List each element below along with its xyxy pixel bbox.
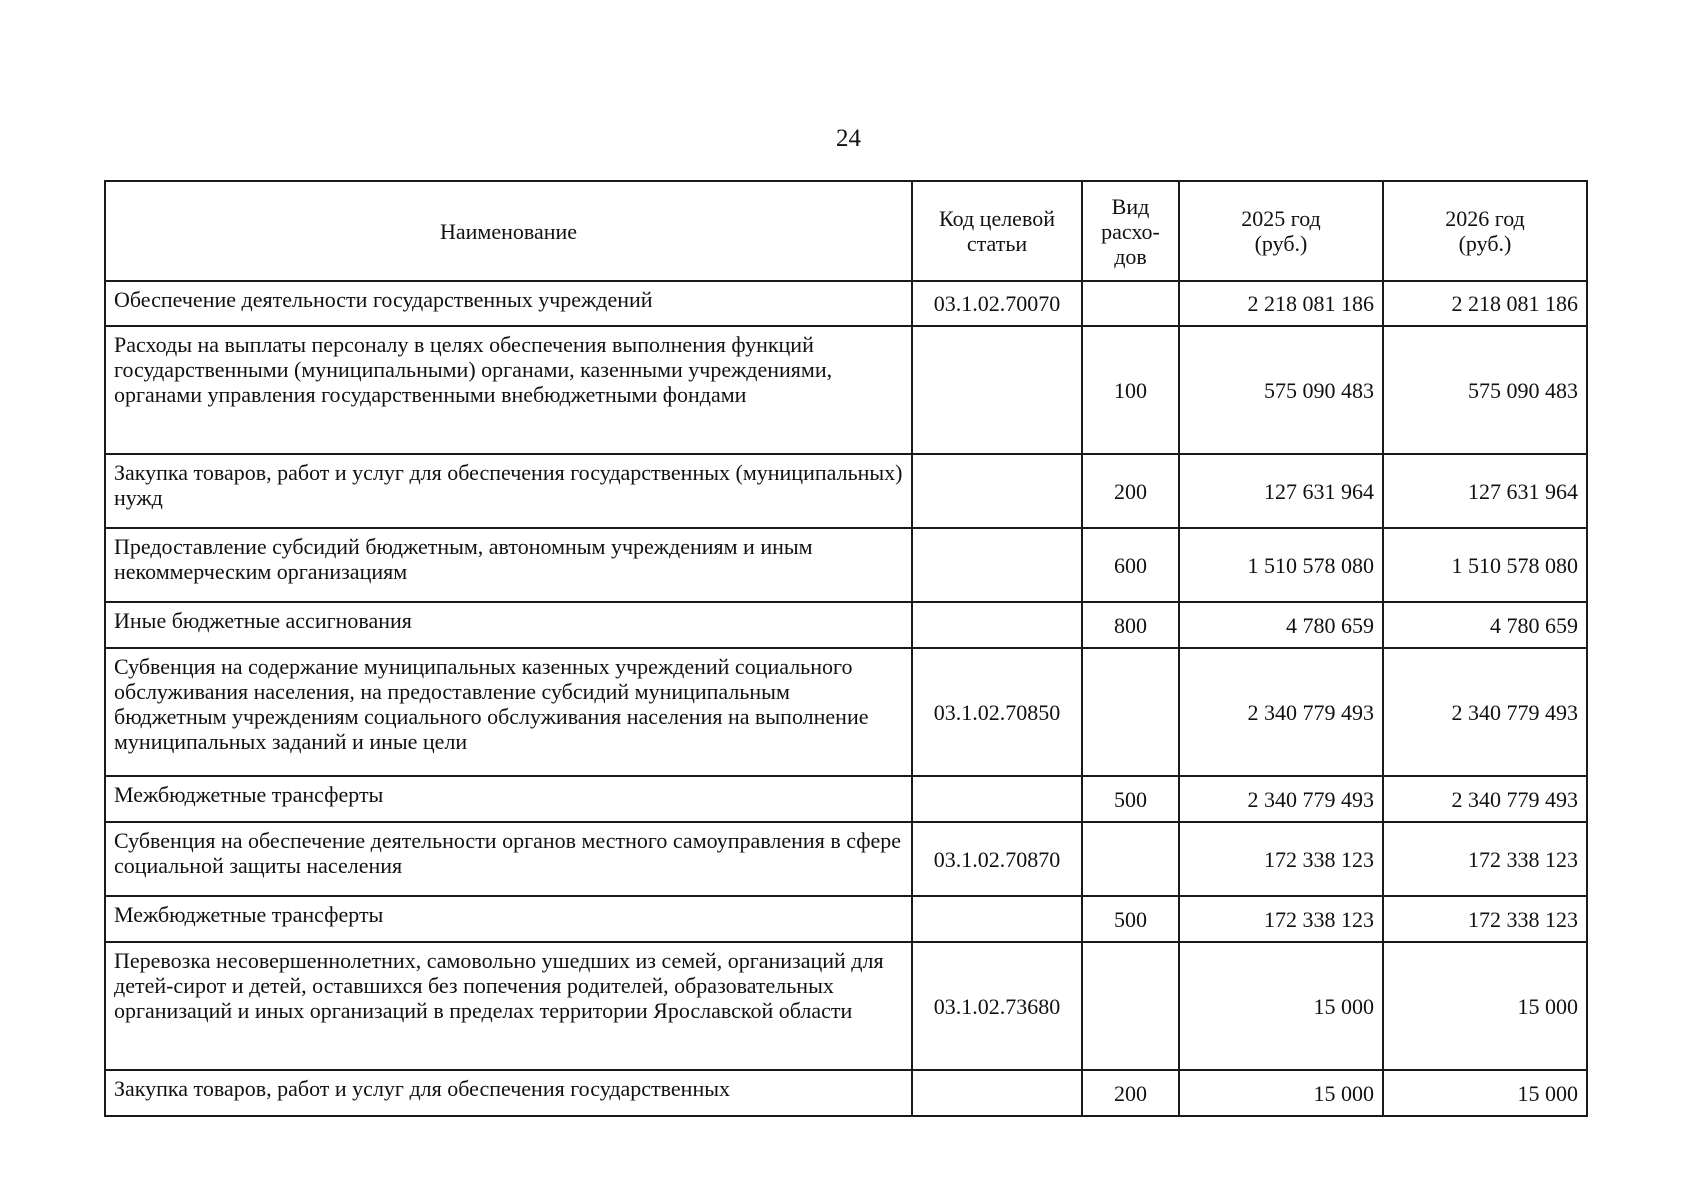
row-amount-2025: 1 510 578 080 bbox=[1179, 528, 1383, 602]
row-code bbox=[912, 528, 1082, 602]
row-amount-2025: 172 338 123 bbox=[1179, 822, 1383, 896]
row-name: Субвенция на обеспечение деятельности органов местного самоуправления в сфере социальной защиты населения bbox=[105, 822, 912, 896]
row-amount-2026: 2 218 081 186 bbox=[1383, 281, 1587, 326]
header-kind: Вид расхо- дов bbox=[1082, 181, 1179, 281]
row-code: 03.1.02.73680 bbox=[912, 942, 1082, 1070]
row-amount-2025: 575 090 483 bbox=[1179, 326, 1383, 454]
row-amount-2025: 15 000 bbox=[1179, 942, 1383, 1070]
row-name: Закупка товаров, работ и услуг для обеспечения государственных (муниципальных) нужд bbox=[105, 454, 912, 528]
row-kind bbox=[1082, 648, 1179, 776]
row-name: Иные бюджетные ассигнования bbox=[105, 602, 912, 648]
row-kind: 800 bbox=[1082, 602, 1179, 648]
row-amount-2026: 2 340 779 493 bbox=[1383, 776, 1587, 822]
row-amount-2025: 2 340 779 493 bbox=[1179, 648, 1383, 776]
row-name: Субвенция на содержание муниципальных казенных учреждений социального обслуживания населения, на предоставление субсидий муниципальным бюджетным учреждениям социального обслуживания населения на выполнение муниципальных заданий и иные цели bbox=[105, 648, 912, 776]
row-name: Перевозка несовершеннолетних, самовольно ушедших из семей, организаций для детей-сирот и детей, оставшихся без попечения родителей, образовательных организаций и иных организаций в пределах территории Ярославской области bbox=[105, 942, 912, 1070]
table-row bbox=[105, 776, 1587, 822]
row-code bbox=[912, 454, 1082, 528]
row-amount-2026: 172 338 123 bbox=[1383, 896, 1587, 942]
table-row bbox=[105, 942, 1587, 1070]
row-amount-2026: 4 780 659 bbox=[1383, 602, 1587, 648]
header-code: Код целевой статьи bbox=[912, 181, 1082, 281]
table-row bbox=[105, 822, 1587, 896]
table-header bbox=[105, 181, 1587, 281]
row-name: Предоставление субсидий бюджетным, автономным учреждениям и иным некоммерческим организациям bbox=[105, 528, 912, 602]
header-name: Наименование bbox=[105, 181, 912, 281]
row-kind bbox=[1082, 281, 1179, 326]
row-kind bbox=[1082, 822, 1179, 896]
row-code bbox=[912, 776, 1082, 822]
row-amount-2026: 172 338 123 bbox=[1383, 822, 1587, 896]
table-row bbox=[105, 602, 1587, 648]
row-code: 03.1.02.70070 bbox=[912, 281, 1082, 326]
table-row bbox=[105, 648, 1587, 776]
row-name: Расходы на выплаты персоналу в целях обеспечения выполнения функций государственными (муниципальными) органами, казенными учреждениями, органами управления государственными внебюджетными фондами bbox=[105, 326, 912, 454]
row-amount-2026: 1 510 578 080 bbox=[1383, 528, 1587, 602]
row-amount-2025: 172 338 123 bbox=[1179, 896, 1383, 942]
row-kind: 600 bbox=[1082, 528, 1179, 602]
row-kind: 500 bbox=[1082, 776, 1179, 822]
row-name: Обеспечение деятельности государственных учреждений bbox=[105, 281, 912, 326]
row-code bbox=[912, 1070, 1082, 1116]
row-name: Межбюджетные трансферты bbox=[105, 896, 912, 942]
row-code: 03.1.02.70870 bbox=[912, 822, 1082, 896]
table-body bbox=[105, 281, 1587, 1116]
row-amount-2025: 127 631 964 bbox=[1179, 454, 1383, 528]
budget-table bbox=[104, 180, 1588, 1117]
row-amount-2026: 15 000 bbox=[1383, 1070, 1587, 1116]
row-code bbox=[912, 326, 1082, 454]
table-row bbox=[105, 281, 1587, 326]
row-kind: 200 bbox=[1082, 454, 1179, 528]
table-row bbox=[105, 1070, 1587, 1116]
row-code: 03.1.02.70850 bbox=[912, 648, 1082, 776]
table-row bbox=[105, 454, 1587, 528]
table-row bbox=[105, 528, 1587, 602]
row-code bbox=[912, 896, 1082, 942]
page-number: 24 bbox=[836, 125, 861, 152]
row-amount-2025: 2 340 779 493 bbox=[1179, 776, 1383, 822]
row-amount-2025: 2 218 081 186 bbox=[1179, 281, 1383, 326]
row-code bbox=[912, 602, 1082, 648]
table-row bbox=[105, 896, 1587, 942]
row-amount-2026: 15 000 bbox=[1383, 942, 1587, 1070]
row-kind: 200 bbox=[1082, 1070, 1179, 1116]
row-amount-2025: 15 000 bbox=[1179, 1070, 1383, 1116]
row-amount-2025: 4 780 659 bbox=[1179, 602, 1383, 648]
row-kind bbox=[1082, 942, 1179, 1070]
header-2025: 2025 год (руб.) bbox=[1179, 181, 1383, 281]
header-2026: 2026 год (руб.) bbox=[1383, 181, 1587, 281]
row-kind: 500 bbox=[1082, 896, 1179, 942]
row-name: Межбюджетные трансферты bbox=[105, 776, 912, 822]
row-amount-2026: 575 090 483 bbox=[1383, 326, 1587, 454]
row-kind: 100 bbox=[1082, 326, 1179, 454]
row-name: Закупка товаров, работ и услуг для обеспечения государственных bbox=[105, 1070, 912, 1116]
row-amount-2026: 2 340 779 493 bbox=[1383, 648, 1587, 776]
row-amount-2026: 127 631 964 bbox=[1383, 454, 1587, 528]
table-row bbox=[105, 326, 1587, 454]
